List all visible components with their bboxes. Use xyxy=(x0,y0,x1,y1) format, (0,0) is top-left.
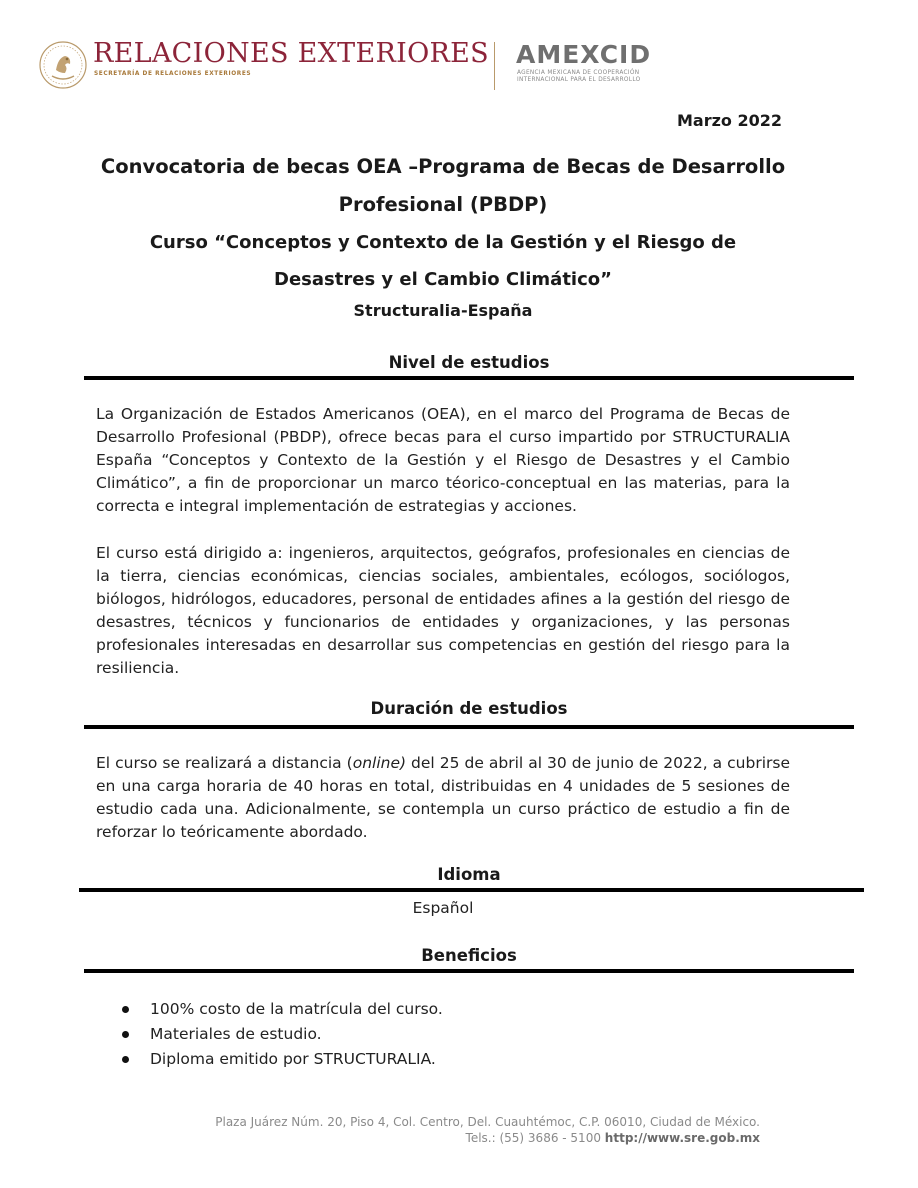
mexican-coat-of-arms-icon xyxy=(38,40,88,90)
agency-name: AMEXCID xyxy=(516,40,652,69)
footer-phone: Tels.: (55) 3686 - 5100 xyxy=(465,1131,601,1145)
title-line-2: Profesional (PBDP) xyxy=(338,193,548,216)
duracion-text-online: online) xyxy=(352,754,407,772)
language-value: Español xyxy=(412,899,474,917)
bullet-icon xyxy=(122,1006,129,1013)
agency-subtitle-line2: INTERNACIONAL PARA EL DESARROLLO xyxy=(517,77,641,83)
org-subtitle: SECRETARÍA DE RELACIONES EXTERIORES xyxy=(94,71,252,77)
bullet-icon xyxy=(122,1031,129,1038)
paragraph-duracion xyxy=(96,752,790,844)
section-heading-beneficios: Beneficios xyxy=(421,946,517,965)
list-item xyxy=(116,1022,443,1047)
section-heading-nivel: Nivel de estudios xyxy=(388,353,550,372)
benefit-text: Diploma emitido por STRUCTURALIA. xyxy=(150,1050,436,1068)
section-heading-duracion: Duración de estudios xyxy=(370,699,568,718)
duracion-text-a: El curso se realizará a distancia ( xyxy=(96,754,353,772)
bullet-icon xyxy=(122,1056,129,1063)
footer xyxy=(150,1114,760,1146)
section-heading-idioma: Idioma xyxy=(437,865,501,884)
paragraph-nivel-2: El curso está dirigido a: ingenieros, arquitectos, geógrafos, profesionales en ciencias de la tierra, ciencias económicas, ciencias sociales, ambientales, ecólogos, sociólogos, biólogos, hidrólogos, educadores, personal de entidades afines a la gestión del riesgo de desastres, técnicos y funcionarios de entidades y organizaciones, y las personas profesionales interesadas en desarrollar sus competencias en gestión del riesgo para la resiliencia. xyxy=(96,544,790,677)
benefit-text: 100% costo de la matrícula del curso. xyxy=(150,1000,443,1018)
header-divider xyxy=(494,42,495,90)
document-date: Marzo 2022 xyxy=(676,111,782,130)
footer-address: Plaza Juárez Núm. 20, Piso 4, Col. Centro, Del. Cuauhtémoc, C.P. 06010, Ciudad de México. xyxy=(215,1115,760,1129)
footer-url[interactable]: http://www.sre.gob.mx xyxy=(604,1131,760,1145)
benefit-text: Materiales de estudio. xyxy=(150,1025,322,1043)
benefits-list xyxy=(116,997,443,1072)
document-title-block xyxy=(84,148,802,324)
course-title-line-2: Desastres y el Cambio Climático” xyxy=(274,269,612,290)
agency-subtitle-line1: AGENCIA MEXICANA DE COOPERACIÓN xyxy=(517,70,640,76)
section-rule xyxy=(84,969,854,973)
section-rule xyxy=(84,725,854,729)
list-item xyxy=(116,997,443,1022)
section-rule xyxy=(79,888,864,892)
letterhead xyxy=(38,36,698,96)
course-title-line-1: Curso “Conceptos y Contexto de la Gestión y el Riesgo de xyxy=(149,232,737,253)
provider-name: Structuralia-España xyxy=(353,301,533,320)
footer-contact xyxy=(150,1130,760,1146)
paragraph-nivel-1: La Organización de Estados Americanos (OEA), en el marco del Programa de Becas de Desarrollo Profesional (PBDP), ofrece becas para el curso impartido por STRUCTURALIA España “Conceptos y Contexto de la Gestión y el Riesgo de Desastres y el Cambio Climático”, a fin de proporcionar un marco téorico-conceptual en las materias, para la correcta e integral implementación de estrategias y acciones. xyxy=(96,405,790,515)
agency-subtitle xyxy=(517,70,641,84)
title-line-1: Convocatoria de becas OEA –Programa de Becas de Desarrollo xyxy=(100,155,786,178)
section-rule xyxy=(84,376,854,380)
duracion-text-b: del 25 de abril al 30 de junio de 2022, a cubrirse en una carga horaria de 40 horas en total, distribuidas en 4 unidades de 5 sesiones de estudio cada una. Adicionalmente, se contempla un curso práctico de estudio a fin de reforzar lo teóricamente abordado. xyxy=(96,754,790,841)
list-item xyxy=(116,1047,443,1072)
org-name: RELACIONES EXTERIORES xyxy=(93,38,489,69)
